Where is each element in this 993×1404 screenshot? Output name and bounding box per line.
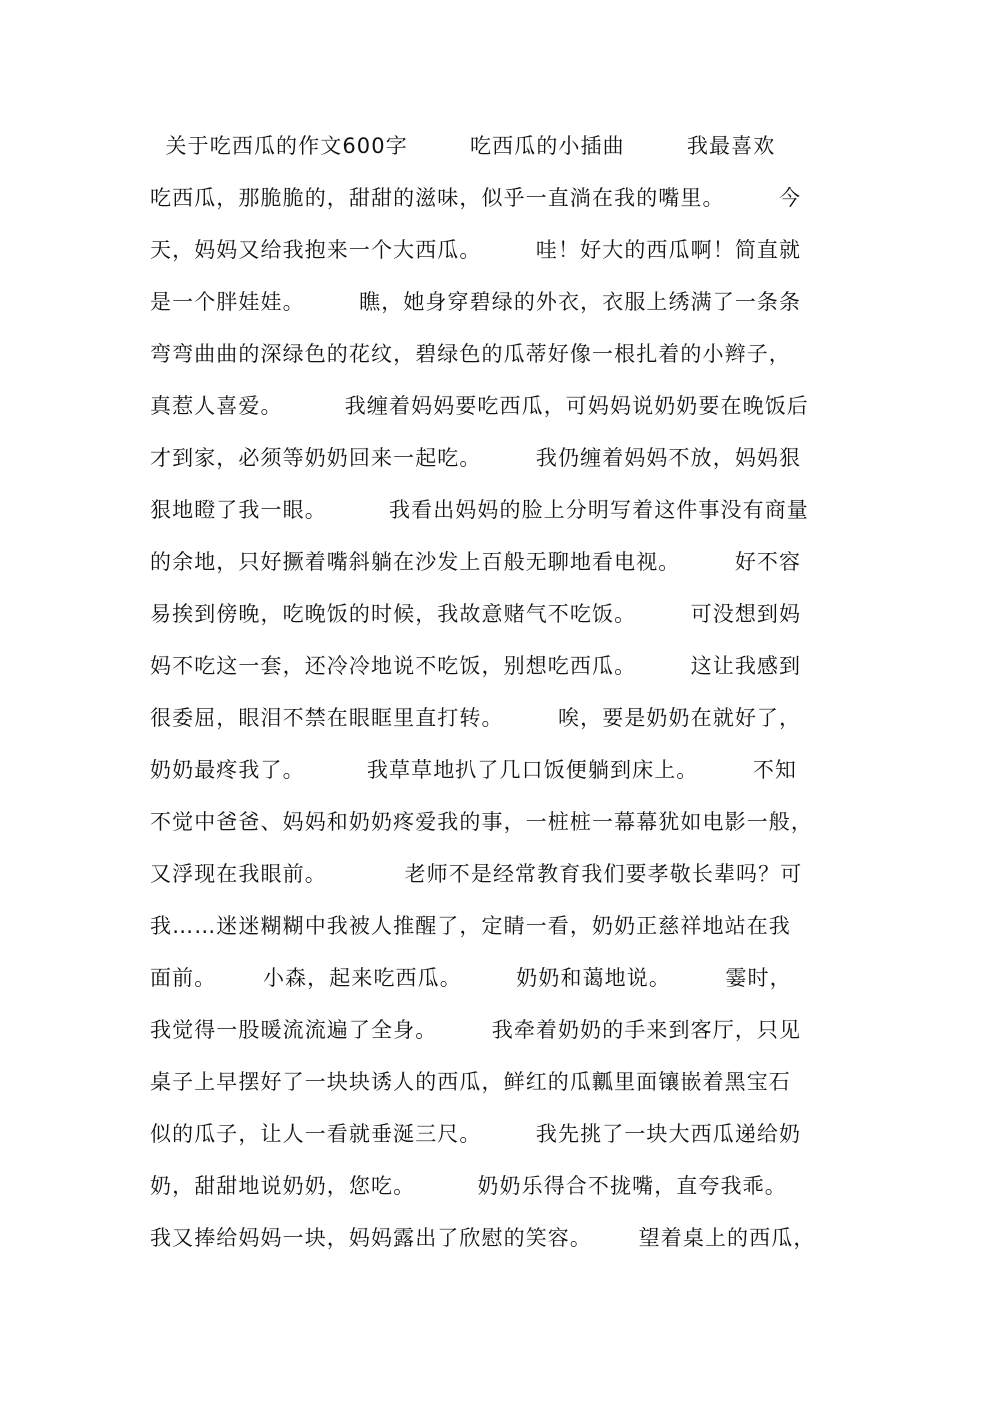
text-line: 是一个胖娃娃。 瞧，她身穿碧绿的外衣，衣服上绣满了一条条 bbox=[150, 290, 802, 314]
text-line: 我觉得一股暖流流遍了全身。 我牵着奶奶的手来到客厅，只见 bbox=[150, 1018, 802, 1042]
text-line: 吃西瓜，那脆脆的，甜甜的滋味，似乎一直淌在我的嘴里。 今 bbox=[150, 186, 802, 210]
text-line: 易挨到傍晚，吃晚饭的时候，我故意赌气不吃饭。 可没想到妈 bbox=[150, 602, 802, 626]
text-line: 才到家，必须等奶奶回来一起吃。 我仍缠着妈妈不放，妈妈狠 bbox=[150, 446, 802, 470]
text-line: 奶，甜甜地说奶奶，您吃。 奶奶乐得合不拢嘴，直夸我乖。 bbox=[150, 1174, 787, 1198]
text-line: 天，妈妈又给我抱来一个大西瓜。 哇！好大的西瓜啊！简直就 bbox=[150, 238, 802, 262]
text-line: 似的瓜子，让人一看就垂涎三尺。 我先挑了一块大西瓜递给奶 bbox=[150, 1122, 802, 1146]
text-line: 我又捧给妈妈一块，妈妈露出了欣慰的笑容。 望着桌上的西瓜， bbox=[150, 1226, 816, 1250]
text-line: 又浮现在我眼前。 老师不是经常教育我们要孝敬长辈吗？可 bbox=[150, 862, 803, 886]
text-line: 不觉中爸爸、妈妈和奶奶疼爱我的事，一桩桩一幕幕犹如电影一般， bbox=[150, 810, 813, 834]
text-line: 很委屈，眼泪不禁在眼眶里直打转。 唉，要是奶奶在就好了， bbox=[150, 706, 802, 730]
text-line: 狠地瞪了我一眼。 我看出妈妈的脸上分明写着这件事没有商量 bbox=[150, 498, 809, 522]
text-line: 的余地，只好撅着嘴斜躺在沙发上百般无聊地看电视。 好不容 bbox=[150, 550, 802, 574]
text-line: 弯弯曲曲的深绿色的花纹，碧绿色的瓜蒂好像一根扎着的小辫子， bbox=[150, 342, 791, 366]
text-line: 关于吃西瓜的作文600字 吃西瓜的小插曲 我最喜欢 bbox=[150, 134, 776, 158]
text-line: 桌子上早摆好了一块块诱人的西瓜，鲜红的瓜瓤里面镶嵌着黑宝石 bbox=[150, 1070, 791, 1094]
essay-body bbox=[150, 120, 850, 1264]
text-line: 妈不吃这一套，还冷冷地说不吃饭，别想吃西瓜。 这让我感到 bbox=[150, 654, 802, 678]
text-line: 真惹人喜爱。 我缠着妈妈要吃西瓜，可妈妈说奶奶要在晚饭后 bbox=[150, 394, 809, 418]
text-line: 我……迷迷糊糊中我被人推醒了，定睛一看，奶奶正慈祥地站在我 bbox=[150, 914, 791, 938]
text-line: 奶奶最疼我了。 我草草地扒了几口饭便躺到床上。 不知 bbox=[150, 758, 798, 782]
text-line: 面前。 小森，起来吃西瓜。 奶奶和蔼地说。 霎时， bbox=[150, 966, 792, 990]
